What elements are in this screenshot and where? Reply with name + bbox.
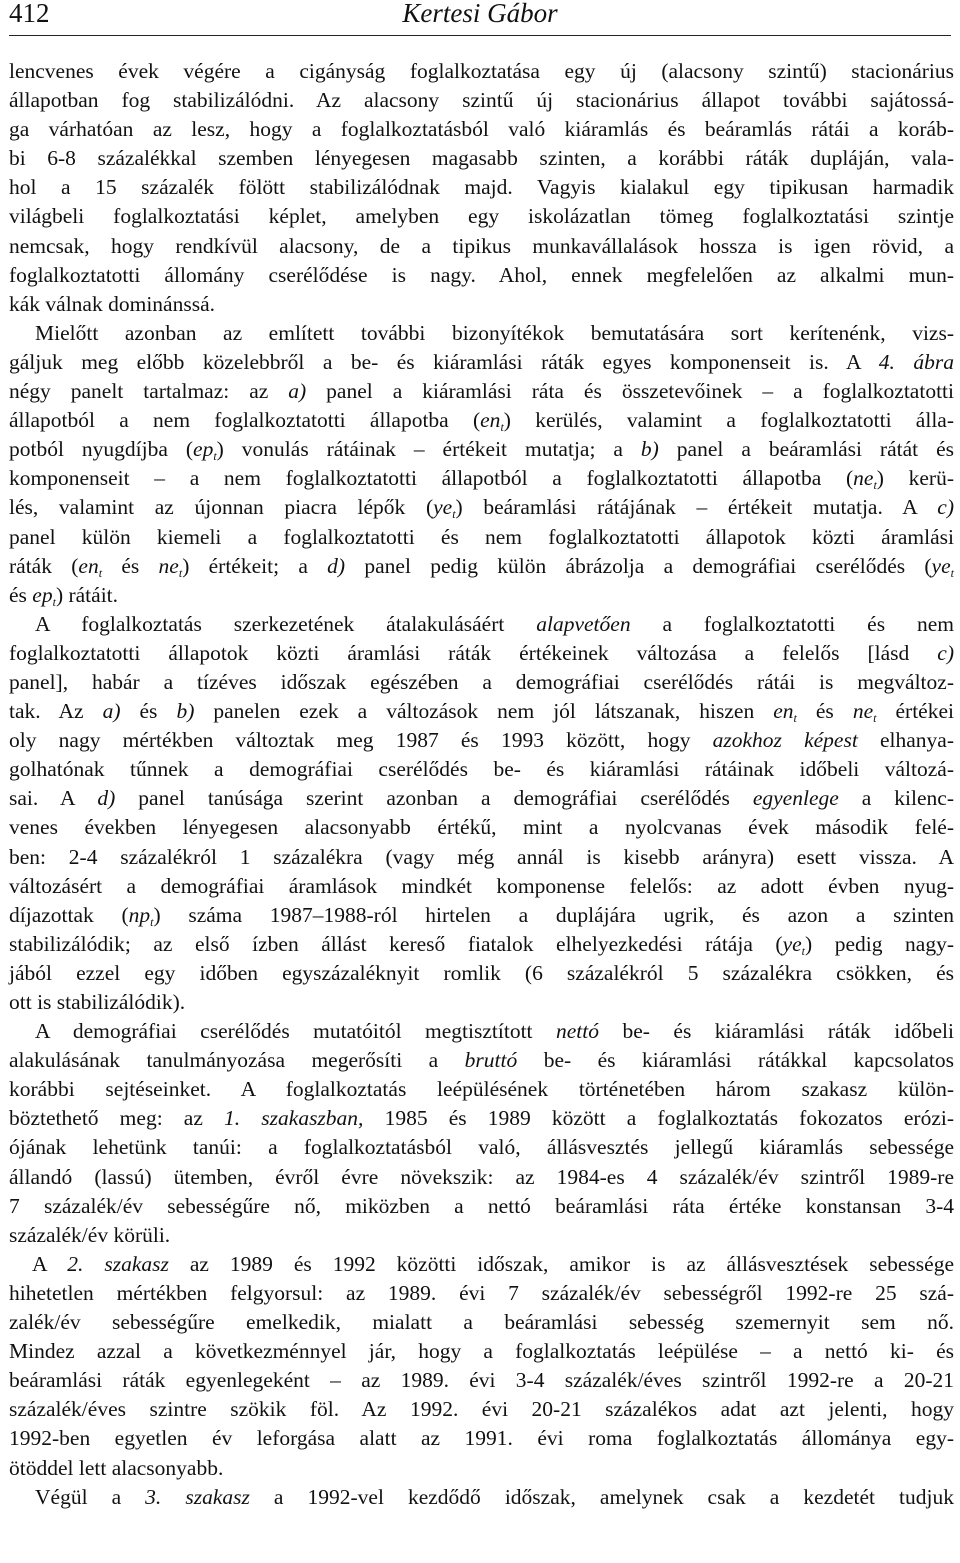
subscript: t [801, 943, 806, 958]
text-segment: 1992-ben egyetlen év leforgása alatt az 1991. évi roma foglalkoztatás állománya egy- [9, 1426, 954, 1451]
text-segment: stabilizálódik; az első ízben állást kereső fiatalok elhelyezkedési rátája ( [9, 931, 783, 956]
subscript: t [873, 478, 877, 493]
text-line [9, 1046, 954, 1075]
text-segment: kák válnak dominánssá. [9, 291, 215, 316]
text-line [9, 173, 954, 202]
text-segment: a kilenc- [838, 786, 954, 811]
text-line [9, 202, 954, 231]
text-line [9, 1279, 954, 1308]
subscript: t [950, 565, 954, 580]
text-line [9, 1192, 954, 1221]
text-segment: állapotból a nem foglalkoztatotti állapotba ( [9, 408, 481, 433]
text-line [9, 493, 954, 522]
text-segment: a 1992-vel kezdődő időszak, amelynek csak a kezdetét tudjuk [249, 1484, 954, 1509]
text-segment: panel külön kiemeli a foglalkoztatotti és nem foglalkoztatotti állapotok közti áramlási [9, 524, 954, 549]
text-line [9, 1337, 954, 1366]
text-line [9, 377, 954, 406]
text-line [9, 726, 954, 755]
text-segment: értékei [876, 699, 954, 724]
text-segment: panel pedig külön ábrázolja a demográfiai cserélődés ( [345, 553, 932, 578]
text-segment: és [102, 553, 159, 578]
text-segment: állapotban fog stabilizálódni. Az alacsony szintű új stacionárius állapot további sajátossá- [9, 88, 954, 113]
italic-segment: b) [640, 437, 659, 462]
text-segment: panel], habár a tízéves időszak egészében a demográfiai cserélődés rátái is megváltoz- [9, 669, 954, 694]
text-segment: ) pedig nagy- [805, 931, 954, 956]
italic-segment: ye [931, 553, 951, 578]
text-line [9, 610, 954, 639]
text-line [9, 668, 954, 697]
text-segment: 1985 és 1989 között a foglalkoztatás fokozatos erózi- [363, 1106, 955, 1131]
text-segment: be- és kiáramlási rátákkal kapcsolatos [517, 1048, 954, 1073]
text-segment: hol a 15 százalék fölött stabilizálódnak majd. Vagyis kialakul egy tipikusan harmadik [9, 175, 954, 200]
text-segment: korábbi sejtéseinket. A foglalkoztatás leépülésének történetében három szakasz külön- [9, 1077, 954, 1102]
text-line [9, 784, 954, 813]
text-segment: ) beáramlási rátájának – értékeit mutatja. A [455, 495, 938, 520]
italic-segment: azokhoz képest [712, 728, 858, 753]
text-segment: nemcsak, hogy rendkívül alacsony, de a tipikus munkavállalások hossza is igen rövid, a [9, 233, 954, 258]
text-line [9, 464, 954, 493]
text-segment: lencvenes évek végére a cigányság foglalkoztatása egy új (alacsony szintű) stacionárius [9, 59, 954, 83]
text-line [9, 57, 954, 86]
italic-segment: ye [433, 495, 453, 520]
text-segment: komponenseit – a nem foglalkoztatotti állapotból a foglalkoztatotti állapotba ( [9, 466, 854, 491]
text-segment: ) értékeit; a [182, 553, 328, 578]
text-line [9, 1483, 954, 1512]
subscript: t [178, 565, 183, 580]
text-segment: zalék/év sebességűre emelkedik, mialatt a beáramlási sebesség szemernyit sem nő. [9, 1310, 954, 1335]
text-line [9, 144, 954, 173]
text-line [9, 872, 954, 901]
text-line [9, 523, 954, 552]
text-segment: alakulásának tanulmányozása megerősíti a [9, 1048, 465, 1073]
text-segment: oly nagy mértékben változtak meg 1987 és 1993 között, hogy [9, 728, 713, 753]
italic-segment: ye [782, 931, 802, 956]
text-segment: lés, valamint az újonnan piacra lépők ( [9, 495, 434, 520]
text-segment: tak. Az [9, 699, 103, 724]
subscript: t [500, 420, 504, 435]
text-segment: venes években lényegesen alacsonyabb értékű, mint a nyolcvanas évek második felé- [9, 815, 954, 840]
italic-segment: a) [102, 699, 121, 724]
text-segment: jából ezzel egy időben egyszázaléknyit romlik (6 százalékról 5 százalékra csökken, és [9, 960, 954, 985]
italic-segment: c) [937, 495, 954, 520]
text-segment: ) kerülés, valamint a foglalkoztatotti álla- [503, 408, 954, 433]
text-line [9, 115, 954, 144]
italic-segment: d) [327, 553, 346, 578]
subscript: t [52, 594, 56, 609]
text-segment: be- és kiáramlási ráták időbeli [599, 1019, 954, 1044]
italic-segment: a) [288, 379, 307, 404]
text-line [9, 1424, 954, 1453]
italic-segment: b) [176, 699, 195, 724]
text-segment: A [32, 1251, 68, 1276]
text-segment: ) kerü- [876, 466, 954, 491]
text-segment: ) vonulás rátáinak – értékeit mutatja; a [216, 437, 641, 462]
text-line [9, 1104, 954, 1133]
subscript: t [793, 711, 797, 726]
text-line [9, 1250, 954, 1279]
text-segment: ójának lehetünk tanúi: a foglalkoztatásból való, állásvesztés jellegű kiáramlás sebessége [9, 1135, 954, 1160]
text-segment: százalék/év körüli. [9, 1222, 171, 1247]
text-segment: Mindez azzal a következménnyel jár, hogy a foglalkoztatás leépülése – a nettó ki- és [9, 1339, 954, 1364]
page-number: 412 [9, 0, 50, 28]
text-line [9, 1366, 954, 1395]
text-segment: díjazottak ( [9, 902, 129, 927]
text-segment: négy panelt tartalmaz: az [9, 379, 289, 404]
subscript: t [150, 914, 154, 929]
text-line [9, 755, 954, 784]
text-line [9, 1075, 954, 1104]
text-segment: ) rátáit. [55, 582, 119, 607]
italic-segment: 4. ábra [878, 349, 954, 374]
italic-segment: 3. szakasz [145, 1484, 250, 1509]
text-segment: változásért a demográfiai áramlások mindkét komponense felelős: az adott évben nyug- [9, 873, 954, 898]
text-segment: hihetetlen mértékben felgyorsul: az 1989. évi 7 százalék/év sebességről 1992-re 25 szá- [9, 1280, 954, 1305]
text-segment: százalék/éves szintre szökik föl. Az 1992. évi 20-21 százalékos adat azt jelenti, hogy [9, 1397, 954, 1422]
italic-segment: bruttó [464, 1048, 518, 1073]
text-segment: panel tanúsága szerint azonban a demográfiai cserélődés [115, 786, 753, 811]
text-segment: Mielőtt azonban az említett további bizonyítékok bemutatására sort kerítenénk, vizs- [35, 320, 954, 345]
text-line [9, 1395, 954, 1424]
text-segment: ben: 2-4 százalékról 1 százalékra (vagy még annál is kisebb arányra) esett vissza. A [9, 844, 954, 869]
header-rule [9, 35, 951, 36]
italic-segment: ep [32, 582, 53, 607]
italic-segment: egyenlege [752, 786, 839, 811]
text-segment: bi 6-8 százalékkal szemben lényegesen magasabb szinten, a korábbi ráták dupláján, vala- [9, 146, 954, 171]
text-line [9, 930, 954, 959]
italic-segment: 2. szakasz [67, 1251, 169, 1276]
text-line [9, 843, 954, 872]
text-line [9, 959, 954, 988]
italic-segment: c) [937, 640, 954, 665]
text-segment: és [796, 699, 853, 724]
text-segment: Végül a [35, 1484, 146, 1509]
text-line [9, 1133, 954, 1162]
text-segment: A foglalkoztatás szerkezetének átalakulásáért [35, 611, 537, 636]
italic-segment: d) [97, 786, 116, 811]
text-line [9, 1163, 954, 1192]
text-line [9, 232, 954, 261]
text-segment: az 1989 és 1992 közötti időszak, amikor is az állásvesztések sebessége [168, 1251, 954, 1276]
text-line [9, 552, 954, 581]
text-line [9, 1017, 954, 1046]
italic-segment: alapvetően [536, 611, 631, 636]
text-segment: A demográfiai cserélődés mutatóitól megtisztított [35, 1019, 557, 1044]
text-line [9, 988, 954, 1017]
text-segment: ott is stabilizálódik). [9, 990, 186, 1014]
text-line [9, 435, 954, 464]
italic-segment: en [773, 699, 794, 724]
text-segment: golhatónak tűnnek a demográfiai cserélődés be- és kiáramlási rátáinak időbeli változá- [9, 757, 954, 782]
text-segment: böztethető meg: az [9, 1106, 225, 1131]
text-line [9, 639, 954, 668]
running-header [9, 0, 951, 40]
text-segment: és [120, 699, 177, 724]
text-segment: sai. A [9, 786, 98, 811]
text-segment: gáljuk meg előbb közelebbről a be- és kiáramlási ráták egyes komponenseit is. A [9, 349, 879, 374]
text-line [9, 86, 954, 115]
text-line [9, 290, 954, 319]
text-segment: állandó (lassú) ütemben, évről évre növekszik: az 1984-es 4 százalék/év szintről 1989-re [9, 1164, 954, 1189]
subscript: t [213, 449, 217, 464]
text-segment: ötöddel lett alacsonyabb. [9, 1455, 224, 1480]
subscript: t [873, 711, 877, 726]
text-segment: potból nyugdíjba ( [9, 437, 194, 462]
text-segment: foglalkoztatotti állomány cserélődése is nagy. Ahol, ennek megfelelően az alkalmi mun- [9, 262, 954, 287]
italic-segment: en [78, 553, 99, 578]
running-author: Kertesi Gábor [402, 0, 558, 28]
subscript: t [452, 507, 456, 522]
text-line [9, 261, 954, 290]
text-segment: panel a beáramlási rátát és [658, 437, 954, 462]
body-text [9, 57, 954, 1512]
text-segment: beáramlási ráták egyenlegeként – az 1989. évi 3-4 százalék/éves szintről 1992-re a 20-21 [9, 1368, 954, 1393]
italic-segment: ep [193, 437, 214, 462]
text-segment: panel a kiáramlási ráta és összetevőinek – a foglalkoztatotti [306, 379, 954, 404]
text-line [9, 901, 954, 930]
italic-segment: 1. szakaszban, [224, 1106, 364, 1131]
text-segment: ga várhatóan az lesz, hogy a foglalkoztatásból való kiáramlás és beáramlás rátái a koráb- [9, 117, 954, 142]
text-segment: világbeli foglalkoztatási képlet, amelyben egy iskolázatlan tömeg foglalkoztatási szintje [9, 204, 954, 229]
italic-segment: en [480, 408, 501, 433]
text-segment: ) száma 1987–1988-ról hirtelen a duplájára ugrik, és azon a szinten [153, 902, 955, 927]
text-line [9, 1454, 954, 1483]
subscript: t [98, 565, 103, 580]
text-segment: panelen ezek a változások nem jól látszanak, hiszen [194, 699, 774, 724]
text-line [9, 581, 954, 610]
text-segment: és [9, 582, 33, 607]
text-segment: a foglalkoztatotti és nem [630, 611, 954, 636]
text-line [9, 319, 954, 348]
text-segment: elhanya- [857, 728, 955, 753]
italic-segment: ne [853, 466, 874, 491]
text-line [9, 1221, 954, 1250]
italic-segment: np [128, 902, 151, 927]
text-line [9, 1308, 954, 1337]
text-line [9, 813, 954, 842]
italic-segment: ne [158, 553, 179, 578]
text-segment: foglalkoztatotti állapotok közti áramlási ráták értékeinek változása a felelős [lásd [9, 640, 938, 665]
italic-segment: ne [852, 699, 874, 724]
text-segment: ráták ( [9, 553, 79, 578]
italic-segment: nettó [556, 1019, 600, 1044]
text-line [9, 348, 954, 377]
text-line [9, 406, 954, 435]
text-line [9, 697, 954, 726]
text-segment: 7 százalék/év sebességűre nő, miközben a nettó beáramlási ráta értéke konstansan 3-4 [9, 1193, 954, 1218]
